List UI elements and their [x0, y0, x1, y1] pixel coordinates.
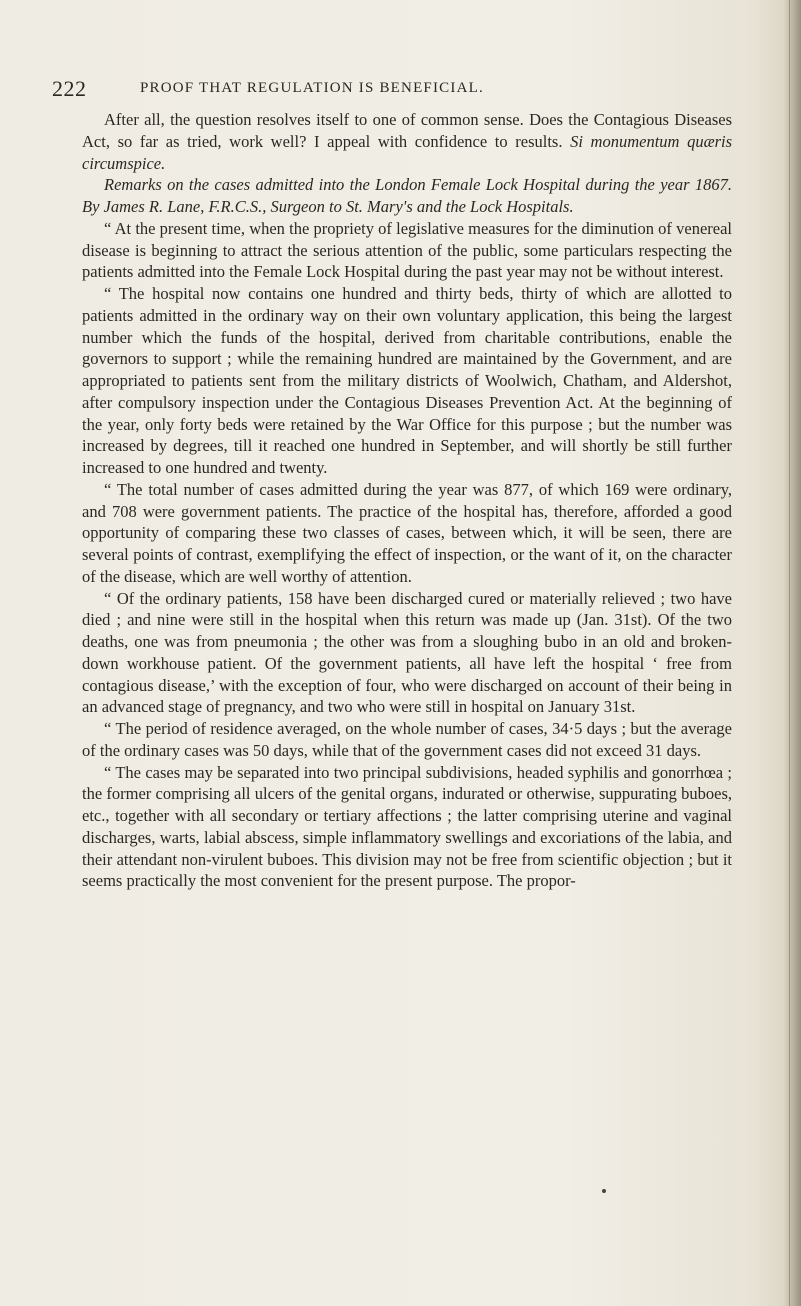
paragraph-present-time: “ At the present time, when the propriety of legislative measures for the diminution of venereal disease is beginning to attract the serious attention of the public, some particulars respecting the patients admitted into the Female Lock Hospital during the past year may not be without interest. — [82, 218, 732, 282]
running-head: PROOF THAT REGULATION IS BENEFICIAL. — [140, 80, 484, 96]
page-edge-line — [789, 0, 790, 1306]
latin-quote: Si monumentum quæris circumspice. — [82, 131, 732, 173]
page-number: 222 — [52, 76, 87, 101]
paragraph-intro-text: After all, the question resolves itself to one of common sense. Does the Contagious Diseases Act, so far as tried, work well? I appeal with confidence to results. — [82, 110, 732, 151]
body-text — [82, 109, 732, 892]
paragraph-ordinary-patients: “ Of the ordinary patients, 158 have been discharged cured or materially relieved ; two have died ; and nine were still in the hospital when this return was made up (Jan. 31st). Of the two deaths, one was from pneumonia ; the other was from a sloughing bubo in an old and broken-down workhouse patient. Of the government patients, all have left the hospital ‘ free from contagious disease,’ with the exception of four, who were discharged on account of their being in an advanced stage of pregnancy, and two who were still in hospital on January 31st. — [82, 588, 732, 717]
page-edge-shadow — [783, 0, 801, 1306]
paragraph-total-cases: “ The total number of cases admitted during the year was 877, of which 169 were ordinary, and 708 were government patients. The practice of the hospital has, therefore, afforded a good opportunity of comparing these two classes of cases, between which, it will be seen, there are several points of contrast, exemplifying the effect of inspection, or the want of it, on the character of the disease, which are well worthy of attention. — [82, 479, 732, 586]
paragraph-residence-period: “ The period of residence averaged, on the whole number of cases, 34·5 days ; but the average of the ordinary cases was 50 days, while that of the government cases did not exceed 31 days. — [82, 719, 732, 760]
paragraph-intro — [82, 109, 732, 174]
page-header — [52, 76, 722, 101]
paragraph-hospital-beds: “ The hospital now contains one hundred and thirty beds, thirty of which are allotted to patients admitted in the ordinary way on their own voluntary application, this being the largest number which the funds of the hospital, derived from charitable contributions, enable the governors to support ; while the remaining hundred are maintained by the Government, and are appropriated to patients sent from the military districts of Woolwich, Chatham, and Aldershot, after compulsory inspection under the Contagious Diseases Prevention Act. At the beginning of the year, only forty beds were retained by the War Office for this purpose ; but the number was increased by degrees, till it reached one hundred in September, and will shortly be still further increased to one hundred and twenty. — [82, 284, 732, 477]
printer-dot — [602, 1189, 606, 1193]
report-title: Remarks on the cases admitted into the London Female Lock Hospital during the year 1867. By James R. Lane, F.R.C.S., Surgeon to St. Mary's and the Lock Hospitals. — [82, 175, 732, 216]
paragraph-subdivisions: “ The cases may be separated into two principal subdivisions, headed syphilis and gonorrhœa ; the former comprising all ulcers of the genital organs, indurated or otherwise, suppurating buboes, etc., together with all secondary or tertiary affections ; the latter comprising uterine and vaginal discharges, warts, labial abscess, simple inflammatory swellings and excoriations of the labia, and their attendant non-virulent buboes. This division may not be free from scientific objection ; but it seems practically the most convenient for the present purpose. The propor- — [82, 762, 732, 891]
